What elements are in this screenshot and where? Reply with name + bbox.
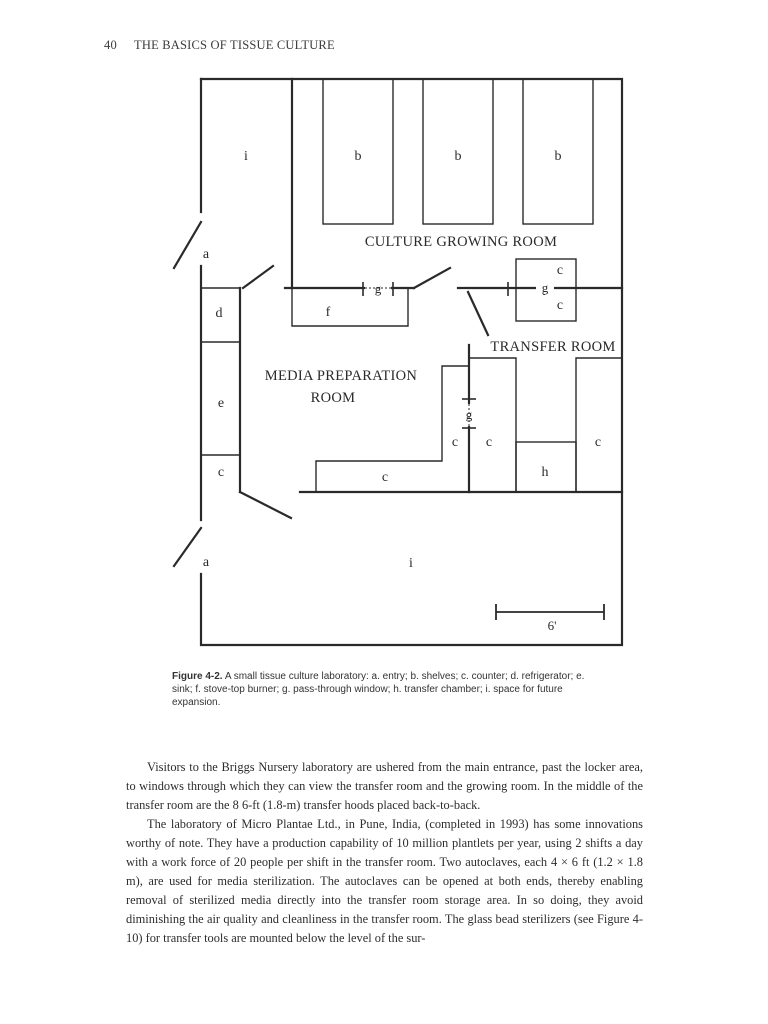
entry-door-lower <box>174 528 201 566</box>
label-d: d <box>215 306 223 321</box>
label-h: h <box>541 465 549 480</box>
label-c-media: c <box>381 470 389 485</box>
label-a-bottom: a <box>202 555 210 570</box>
label-c-t3: c <box>594 435 602 450</box>
label-i-top: i <box>244 149 248 164</box>
counter-c-transfer-left <box>469 358 516 492</box>
label-c-box-top: c <box>556 263 564 278</box>
caption-label: Figure 4-2. <box>172 671 223 682</box>
label-c-t2: c <box>485 435 493 450</box>
caption-text: A small tissue culture laboratory: a. entry; b. shelves; c. counter; d. refrigerator; e. sink; f. stove-top burner; g. pass-through window; h. transfer chamber; i. space for future expansion. <box>172 671 585 708</box>
label-g-left: g <box>374 281 382 296</box>
running-title: THE BASICS OF TISSUE CULTURE <box>134 38 335 52</box>
counter-f <box>292 288 408 326</box>
label-g-right: g <box>541 280 549 295</box>
media-door-lower <box>240 492 291 518</box>
label-a-top: a <box>202 247 210 262</box>
door-transfer <box>468 292 488 335</box>
paragraph-2: The laboratory of Micro Plantae Ltd., in Pune, India, (completed in 1993) has some innovations worthy of note. They have a production capability of 10 million plantlets per year, using 2 shifts a day with a work force of 20 people per shift in the transfer room. Two autoclaves, each 4 × 6 ft (1.2 × 1.8 m), are used for media sterilization. The autoclaves can be opened at both ends, thereby enabling removal of sterilized media directly into the transfer room storage area. In so doing, they avoid diminishing the air quality and cleanliness in the transfer room. The glass bead sterilizers (see Figure 4-10) for transfer tools are mounted below the level of the sur- <box>126 817 643 945</box>
label-c-t1: c <box>451 435 459 450</box>
entry-door-upper <box>174 222 201 268</box>
door-culture <box>414 268 450 288</box>
page-number: 40 <box>104 38 117 52</box>
label-b-2: b <box>454 149 462 164</box>
label-f: f <box>325 305 331 320</box>
label-b-3: b <box>554 149 562 164</box>
scale-label: 6' <box>547 618 557 633</box>
label-b-1: b <box>354 149 362 164</box>
label-c-box-bottom: c <box>556 298 564 313</box>
label-g-vert: g <box>465 407 473 422</box>
room-media-prep-1: MEDIA PREPARATION <box>264 368 418 384</box>
room-culture-growing: CULTURE GROWING ROOM <box>364 234 558 250</box>
paragraph-1: Visitors to the Briggs Nursery laboratory are ushered from the main entrance, past the locker area, to windows through which they can view the transfer room and the growing room. In the middle of the transfer room are the 8 6-ft (1.8-m) transfer hoods placed back-to-back. <box>126 760 643 812</box>
media-door-upper <box>243 266 273 288</box>
label-c-left: c <box>217 465 225 480</box>
label-i-bottom: i <box>409 556 413 571</box>
figure-caption <box>172 670 602 709</box>
room-media-prep-2: ROOM <box>310 390 356 406</box>
label-e: e <box>217 396 225 411</box>
counter-c-transfer-right <box>576 358 622 492</box>
counter-c-media <box>316 366 469 492</box>
room-transfer: TRANSFER ROOM <box>490 339 616 355</box>
body-text <box>126 758 643 948</box>
